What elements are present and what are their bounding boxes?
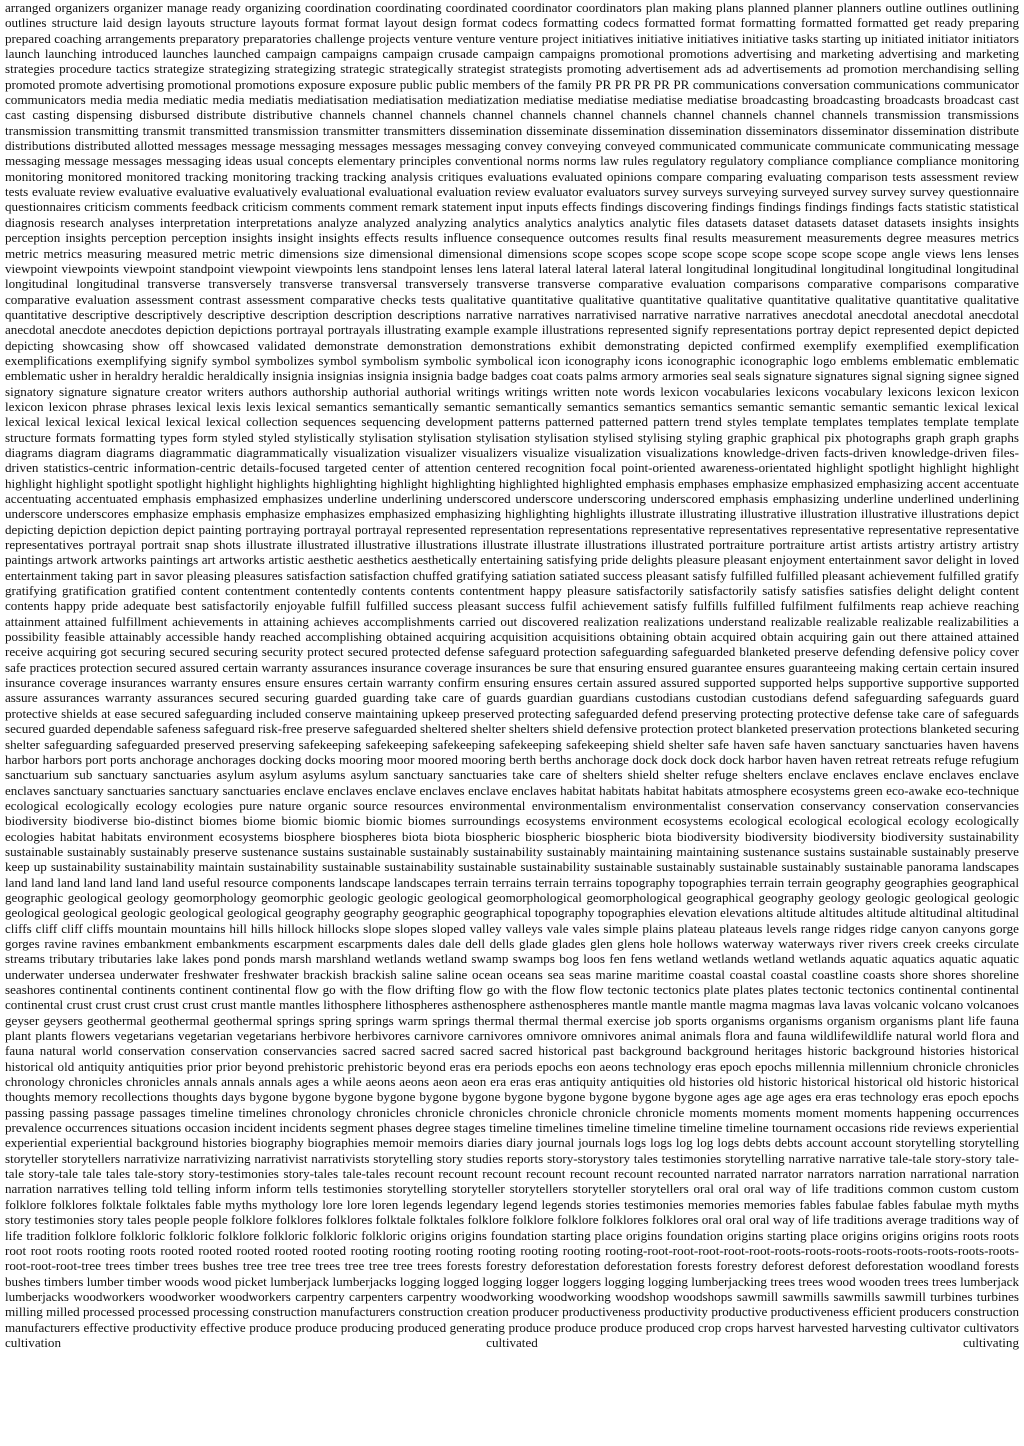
body-text: arranged organizers organizer manage ready organizing coordination coordinating coordinated coordinator coordinators plan making plans planned planner planners outline outlines outlining outlines structure laid design layouts structure layouts format format layout design format codecs formatting codecs formatted format formatting formatted formatted get ready preparing prepared coaching arrangements preparatory preparatories challenge projects venture venture venture project initiatives initiative initiatives initiative tasks starting up initiated initiator initiators launch launching introduced launches launched campaign campaigns campaign crusade campaign campaigns promotional promotions advertising and marketing advertising and marketing strategies procedure tactics strategize strategizing strategizing strategic strategically strategist strategists promoting advertisement ads ad advertisements ad promotion merchandising selling promoted promote advertising promotional promotions exposure exposure public public members of the family PR PR PR PR PR communications conversation communications communicator communicators media media mediatic media mediatis mediatisation mediatisation mediatization mediatise mediatise mediatise mediatise broadcasting broadcasting broadcasts broadcast cast cast casting dispensing disbursed distribute distributive channels channel channels channel channels channel channels channel channels channel channels transmission transmissions transmission transmitting transmit transmitted transmission transmitter transmitters dissemination disseminate dissemination dissemination disseminators disseminator dissemination distribute distributions distributed allotted messages message messaging messages messages messaging convey conveying conveyed communicated communicate communicate communicating message messaging message messages messaging ideas usual concepts elementary principles conventional norms norms law rules regulatory regulatory compliance compliance compliance monitoring monitoring monitored monitored tracking monitoring tracking tracking analysis critiques evaluations evaluated opinions compare comparing evaluating comparison tests assessment review tests evaluate review evaluative evaluative evaluatively evaluational evaluational evaluation review evaluator evaluators survey surveys surveying surveyed survey survey survey questionnaire questionnaires criticism comments feedback criticism comments comment remark statement input inputs effects findings discovering findings findings findings findings facts statistic statistical diagnosis research analyses interpretation interpretations analyze analyzed analyzing analytics analytics analytics analytic files datasets dataset datasets dataset datasets insights insights perception insights perception perception insights insight insights effects results influence consequence outcomes results final results measurement measurements degree measures metrics metric metrics measuring measured metric metric dimensions size dimensional dimensional dimensions scope scopes scope scope scope scope scope scope scope angle views lens lenses viewpoint viewpoints viewpoint standpoint viewpoint viewpoints lens standpoint lenses lens lateral lateral lateral lateral lateral longitudinal longitudinal longitudinal longitudinal longitudinal longitudinal longitudinal transverse transversely transverse transversal transversely transverse transverse comparative evaluation comparisons comparative comparisons comparative comparative evaluation assessment contrast assessment comparative checks tests qualitative quantitative qualitative quantitative qualitative quantitative qualitative quantitative qualitative quantitative descriptive descriptively descriptive description description descriptions narrative narratives narrativised narrative narrative narratives anecdotal anecdotal anecdotal anecdotal anecdotal anecdote anecdotes depiction depictions portrayal portrayals illustrating example example illustrations represented signify representations portray depict represented depict depicted depicting showcasing show off showcased validated demonstrate demonstration demonstrations exhibit demonstrating depicted confirmed exemplify exemplified exemplification exemplifications exemplifying signify symbol symbolizes symbol symbolism symbolic symbolical icon iconography icons iconographic iconographic logo emblems emblematic emblematic emblematic usher in heraldry heraldic heraldically insignia insignias insignia insignia badge badges coat coats palms armory armories seal seals signature signatures signal signing signee signed signatory signature signature creator writers authors authorship authorial authorial writings writings written note words lexicon vocabularies lexicons vocabulary lexicons lexicon lexicon lexicon lexicon phrase phrases lexical lexis lexis lexical semantics semantically semantic semantically semantics semantics semantics semantic semantic semantic semantic lexical lexical lexical lexical lexical lexical lexical lexical collection sequences sequencing development patterns patterned patterned pattern trend styles template templates templates template template structure formats formatting types form styled styled stylistically stylisation stylisation stylisation stylisation stylised stylising styling graphic graphical pix photographs graph graph graphs diagrams diagram diagrams diagrammatic diagrammatically visualization visualizer visualizers visualize visualization visualizations knowledge-driven facts-driven knowledge-driven files-driven statistics-centric information-centric details-focused targeted center of attention centered recognition focal point-oriented awareness-orientated highlight spotlight highlight highlight highlight highlight spotlight spotlight highlight highlights highlighting highlight highlighting highlighted highlighted emphasis emphases emphasize emphasized emphasizing accent accentuate accentuating accentuated emphasis emphasized emphasizes underline underlining underscored underscore underscoring underscored emphasis emphasizing underline underlined underlining underscore underscores emphasize emphasis emphasize emphasizes emphasized emphasizing highlighting highlights illustrate illustrating illustrative illustration illustrative illustrations depict depicting depiction depiction depict painting portraying portrayal portrayal represented representation representations representative representatives representative representative representative representatives portrayal portrait snap shots illustrate illustrated illustrative illustrations illustrate illustrate illustrations illustrated portraiture portraiture artist artists artistry artistry artistry paintings artwork artworks paintings art artworks artistic aesthetic aesthetics aesthetically entertaining satisfying pride delights pleasure pleasant enjoyment entertainment savor delight in loved entertainment taking part in savor pleasing pleasures satisfaction satisfaction chuffed gratifying satiation satiated success pleasant satisfy fulfilled fulfilled pleasant achievement fulfilled gratify gratifying gratification gratified content contentment contentedly contents contents contentment happy pleasure satisfactorily satisfactorily satisfy satisfies satisfies delight delight content contents happy pride adequate best satisfactorily enjoyable fulfill fulfilled success pleasant success fulfil achievement satisfy fulfills fulfilled fulfilment fulfilments reap achieve reaching attainment attained fulfillment achievements in attaining achieves accomplishments carried out discovered realization realizations understand realizable realizable realizable realizabilities a possibility feasible attainably accessible handy reached accomplishing obtained acquiring acquisition acquisitions obtaining obtain acquired obtain acquiring gain out there attained attained receive acquiring got securing secured securing security protect secured protected defense safeguard protection safeguarding safeguarded blanketed preserve defending defensive policy cover safe practices protection secured assured certain warranty assurances insurance coverage insurances be sure that ensuring ensured guarantee ensures guaranteeing making certain certain insured insurance coverage insurances warranty ensures ensure ensures certain warranty confirm ensuring ensures certain assured assured supported supported helps supportive supportive supported assure assurances warranty assurances secured securing guarded guarding take care of guards guardian guardians custodians custodian custodians defend safeguarding safeguards guard protective shields at ease secured safeguarding included conserve maintaining upkeep preserved protecting safeguarded defend preserving protecting protective defense take care of safeguards secured guarded dependable safeness safeguard risk-free preserve safeguarded sheltered shelter shelters shield defensive protection protect blanketed preservation protections blanketed securing shelter safeguarding safeguarded preserved preserving safekeeping safekeeping safekeeping safekeeping safekeeping shield shelter safe haven safe haven sanctuary sanctuaries haven havens harbor harbors port ports anchorage anchorages docking docks mooring moor moored mooring berth berths anchorage dock dock dock dock harbor haven haven retreat retreats refuge refugium sanctuarium sub sanctuary sanctuaries asylum asylum asylums asylum sanctuary sanctuaries take care of shelters shield shelter refuge shelters enclave enclaves enclave enclaves enclave enclaves sanctuary sanctuaries sanctuary sanctuaries enclave enclaves enclave enclaves enclave enclaves habitat habitats habitat habitats atmosphere ecosystems green eco-awake eco-technique ecological ecologically ecology ecologies pure nature organic source resources environmental environmentalism environmentalist conservation conservancy conservation conservancies biodiversity biodiverse bio-distinct biomes biome biomic biomic biomic biomes surroundings ecosystems environment ecosystems ecological ecological ecological ecology ecologically ecologies habitat habitats environment ecosystems biosphere biospheres biota biota biospheric biospheric biospheric biota biodiversity biodiversity biodiversity biodiversity sustainability sustainable sustainably sustainably preserve sustenance sustains sustainable sustainably sustainability sustainably maintaining maintaining sustenance sustains sustainable sustainably preserve keep up sustainability sustainability maintain sustainability sustainable sustainability sustainable sustainability sustainable sustainably sustainable sustainably sustainable panorama landscapes land land land land land land land useful resource components landscape landscapes terrain terrains terrain terrains topography topographies terrain terrain geography geographies geographical geographic geological geology geomorphology geomorphic geologic geologic geological geomorphological geomorphological geographical geography geology geologic geological geologic geological geological geologic geological geological geography geography geographic geographical topography topographies elevation elevations altitude altitudes altitude altitudinal altitudinal cliffs cliff cliff cliffs mountain mountains hill hills hillock hillocks slope slopes sloped valley valleys vale vales simple plains plateau plateaus levels range ridges ridge canyon canyons gorge gorges ravine ravines embankment embankments escarpment escarpments dales dale dell dells glade glades glen glens hole hollows waterway waterways river rivers creek creeks circulate streams tributary tributaries lake lakes pond ponds marsh marshland wetlands wetland swamp swamps bog loos fen fens wetland wetlands wetland wetlands aquatic aquatics aquatic aquatic underwater undersea underwater freshwater freshwater brackish brackish saline saline ocean oceans sea seas marine maritime coastal coastal coastal coastline coasts shore shores shoreline seashores continental continents continent continental flow go with the flow drifting flow go with the flow flow tectonic tectonics plate plates plates tectonic tectonics continental continental continental crust crust crust crust crust crust mantle mantles lithosphere lithospheres asthenosphere asthenospheres mantle mantle mantle magma magmas lava lavas volcanic volcano volcanoes geyser geysers geothermal geothermal geothermal springs spring springs warm springs thermal thermal thermal exercise job sports organisms organisms organism organisms plant life fauna plant plants flowers vegetarians vegetarian vegetarians herbivore herbivores carnivore carnivores omnivore omnivores animal animals flora and fauna wildlifewildlife natural world flora and fauna natural world conservation conservation conservancies sacred sacred sacred sacred sacred historical past background background heritages historic background histories historical historical old antiquity antiquities prior prior beyond prehistoric prehistoric beyond eras era periods epochs eon aeons technology eras epoch epochs millennia millennium chronicle chronicles chronology chronicles chronicles annals annals annals ages a while aeons aeons aeon aeon era eras eras antiquity antiquities old histories old historic historical historical old historic historical thoughts memory recollections thoughts days bygone bygone bygone bygone bygone bygone bygone bygone bygone bygone bygone ages age age ages era eras technology eras epoch epochs passing passing passage passages timeline timelines chronology chronicles chronicle chronicles chronicle chronicle chronicle moments moments moment moments happening occurrences prevalence occurrences situations occasion incident incidents segment phases degree stages timeline timelines timeline timeline timeline timeline tournament occasions ride reviews experiential experiential experiential background histories biography biographies memoir memoirs diaries diary journal journals logs logs log log logs debts debts account account storytelling storytelling storyteller storytellers narrativize narrativizing narrativist narrativists storytelling story studies reports story-storystory tales testimonies storytelling narrative narrative tale-tale story-story tale-tale story-tale tale tales tale-story story-testimonies story-tales tale-tales recount recount recount recount recount recount recounted narrated narrator narrators narration narrational narration narration narratives telling told telling inform inform tells testimonies storytelling storyteller storytellers storyteller storytellers oral oral oral way of life traditions common custom custom folklore folklores folktale folktales fable myths mythology lore lore loren legends legendary legend legends stories testimonies memories memories fables fabulae fables fabulae myth myths story testimonies story tales people people folklore folklores folklores folktale folktales folklore folklore folklore folklores folklores oral oral oral way of life traditions average traditions way of life tradition folklore folkloric folkloric folklore folkloric folkloric folkloric origins origins foundation starting place origins foundation origins starting place origins origins origins roots roots root root roots rooting roots rooted rooted rooted rooted rooted rooting rooting rooting rooting rooting rooting rooting-root-root-root-root-root-roots-roots-roots-roots-roots-roots-roots-roots-root-root-root-tree trees timber trees bushes tree tree tree trees tree tree tree trees forests forestry deforestation deforestation forests forestry deforest deforest deforestation woodland forests bushes timbers lumber timber woods wood picket lumberjack lumberjacks logging logged logging logger loggers logging logging lumberjacking trees trees wood wooden trees trees lumberjack lumberjacks woodworkers woodworker woodworkers carpentry carpenters carpentry woodworking woodworking woodshop woodshops sawmill sawmills sawmills sawmill turbines turbines milling milled processed processed processing construction manufacturers construction creation producer productiveness productivity productive productiveness efficient producers construction manufacturers effective productivity effective produce produce producing produced generating produce produce produce produced crop crops harvest harvested harvesting cultivator cultivators cultivation cultivated cultivating xyxy=(5,0,1019,1350)
document-page xyxy=(5,0,1019,1446)
